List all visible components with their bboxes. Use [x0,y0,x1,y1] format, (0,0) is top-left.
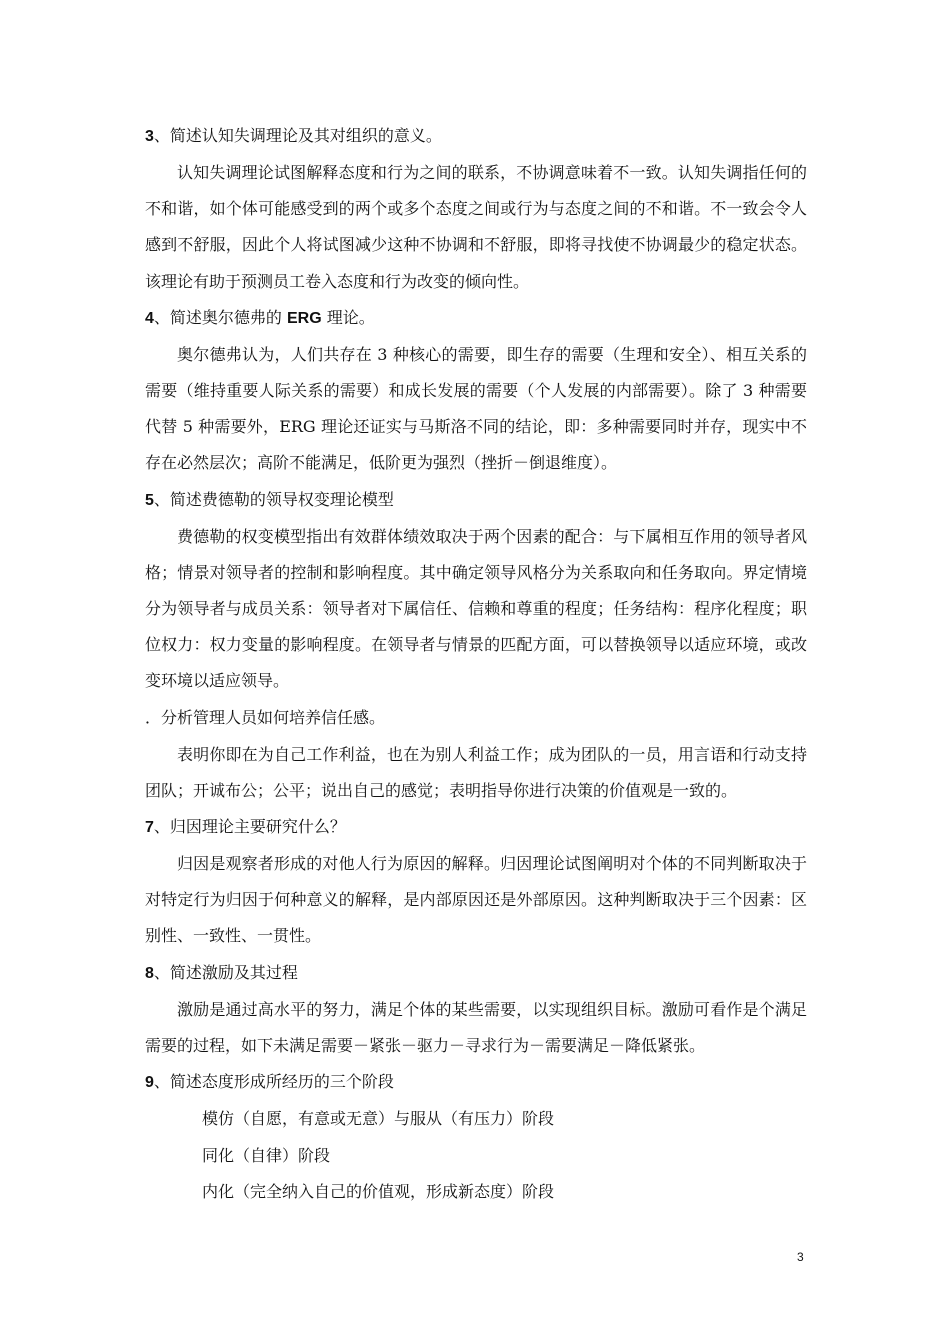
section-number: ． [145,709,162,727]
section-paragraph-6: 表明你即在为自己工作利益，也在为别人利益工作；成为团队的一员，用言语和行动支持团队；开诚布公；公平；说出自己的感觉；表明指导你进行决策的价值观是一致的。 [145,744,807,800]
section-title: 、归因理论主要研究什么？ [153,817,346,837]
section-paragraph-3: 认知失调理论试图解释态度和行为之间的联系，不协调意味着不一致。认知失调指任何的不和谐，如个体可能感受到的两个或多个态度之间或行为与态度之间的不和谐。不一致会令人感到不舒服，因此个人将试图减少这种不协调和不舒服，即将寻找使不协调最少的稳定状态。该理论有助于预测员工卷入态度和行为改变的倾向性。 [145,163,807,291]
section-heading-4 [145,300,807,337]
section-number: 4 [145,309,154,327]
section-heading-9 [145,1064,807,1101]
section-number: 9 [145,1074,154,1092]
section-heading-7 [145,809,807,846]
section-title-part: 、简述奥尔德弗的 [153,307,287,327]
page-number: 3 [797,1250,804,1264]
section-paragraph-7: 归因是观察者形成的对他人行为原因的解释。归因理论试图阐明对个体的不同判断取决于对特定行为归因于何种意义的解释，是内部原因还是外部原因。这种判断取决于三个因素：区别性、一致性、一贯性。 [145,854,807,946]
section-paragraph-8: 激励是通过高水平的努力，满足个体的某些需要，以实现组织目标。激励可看作是个满足需要的过程，如下未满足需要－紧张－驱力－寻求行为－需要满足－降低紧张。 [145,999,807,1055]
stage-item: 内化（完全纳入自己的价值观，形成新态度）阶段 [202,1182,555,1202]
section-title: 、简述激励及其过程 [153,962,298,982]
section-paragraph-4: 奥尔德弗认为，人们共存在 3 种核心的需要，即生存的需要（生理和安全）、相互关系的需要（维持重要人际关系的需要）和成长发展的需要（个人发展的内部需要）。除了 3 种需要代替 5 种需要外，ERG 理论还证实与马斯洛不同的结论，即：多种需要同时并存，现实中不存在必然层次；高阶不能满足，低阶更为强烈（挫折－倒退维度）。 [145,344,807,473]
section-number: 3 [145,128,154,145]
stage-item: 同化（自律）阶段 [202,1145,331,1165]
section-number: 7 [145,819,154,837]
section-number: 5 [145,491,154,509]
section-heading-3 [145,118,807,155]
section-title: 分析管理人员如何培养信任感。 [161,707,386,727]
section-heading-6 [145,700,807,737]
document-body [145,118,807,1211]
section-heading-5 [145,482,807,519]
section-heading-8 [145,955,807,992]
section-title: 、简述费德勒的领导权变理论模型 [153,489,394,509]
section-title: 、简述认知失调理论及其对组织的意义。 [153,126,442,145]
section-title-acronym: ERG [287,309,322,327]
section-paragraph-5: 费德勒的权变模型指出有效群体绩效取决于两个因素的配合：与下属相互作用的领导者风格；情景对领导者的控制和影响程度。其中确定领导风格分为关系取向和任务取向。界定情境分为领导者与成员关系：领导者对下属信任、信赖和尊重的程度；任务结构：程序化程度；职位权力：权力变量的影响程度。在领导者与情景的匹配方面，可以替换领导以适应环境，或改变环境以适应领导。 [145,526,807,691]
section-title: 、简述态度形成所经历的三个阶段 [153,1072,394,1092]
section-number: 8 [145,964,154,982]
section-title-part: 理论。 [321,307,375,327]
stage-item: 模仿（自愿，有意或无意）与服从（有压力）阶段 [202,1109,555,1129]
